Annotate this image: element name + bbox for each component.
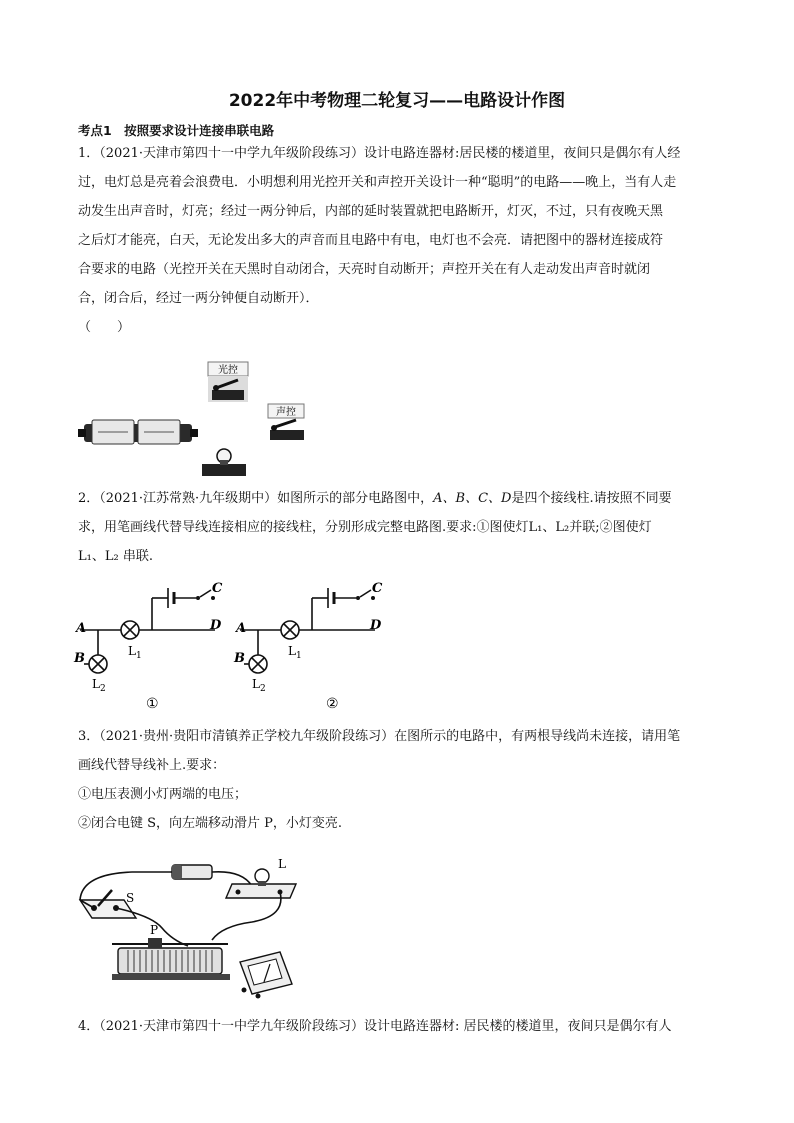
lamp-l1-label-2: $L_1$: [288, 644, 302, 661]
light-switch-label: 光控: [218, 365, 238, 376]
question-4-line-1: 4．（2021·天津市第四十一中学九年级阶段练习）设计电路连器材: 居民楼的楼道里，夜间只是偶尔有人: [78, 1019, 672, 1034]
terminal-d-2: D: [370, 618, 382, 633]
question-2-prefix: 2．（2021·江苏常熟·九年级期中）如图所示的部分电路图中，: [78, 491, 434, 506]
question-3-requirement-2: ②闭合电键 S，向左端移动滑片 P，小灯变亮.: [78, 816, 343, 831]
battery-box: [78, 420, 198, 444]
page-title: 2022年中考物理二轮复习——电路设计作图: [228, 91, 566, 111]
question-1-figure: [78, 358, 338, 480]
question-3: [78, 722, 718, 838]
section-title: 按照要求设计连接串联电路: [124, 123, 275, 138]
question-3-requirement-1: ①电压表测小灯两端的电压；: [78, 787, 248, 802]
question-2: [78, 484, 718, 571]
question-4: [78, 1012, 718, 1041]
sound-control-switch: [268, 404, 304, 440]
lamp-l2-label: $L_2$: [92, 677, 106, 694]
question-1-line: 动发生出声音时，灯亮；经过一两分钟后，内部的延时装置就把电路断开，灯灭，不过，只有夜晚天黑: [78, 204, 664, 219]
terminal-a-2: A: [236, 621, 247, 636]
section-number: 考点1: [78, 123, 112, 138]
sound-switch-label: 声控: [276, 407, 296, 418]
question-1-line: 合，闭合后，经过一两分钟便自动断开）．: [78, 291, 319, 306]
circuit-diagram-2: [240, 588, 375, 673]
terminal-b-2: B: [234, 651, 245, 666]
terminal-a: A: [76, 621, 87, 636]
question-1-line: 过，电灯总是亮着会浪费电．小明想利用光控开关和声控开关设计一种“聪明”的电路——晚上，当有人走: [78, 175, 677, 190]
slider-p-label: P: [150, 923, 159, 937]
terminal-c: C: [212, 581, 223, 596]
terminals-text: A、B、C、D: [433, 491, 512, 506]
lamp-l2-label-2: $L_2$: [252, 677, 266, 694]
question-2-line-1: [78, 484, 718, 513]
section-heading: [78, 121, 282, 139]
question-3-circuit: [80, 865, 296, 999]
question-3-figure: [72, 856, 302, 1006]
light-control-switch: [208, 362, 248, 402]
question-1-line: 1．（2021·天津市第四十一中学九年级阶段练习）设计电路连器材:居民楼的楼道里，夜间只是偶尔有人经: [78, 146, 681, 161]
figure-caption-1: ①: [146, 696, 159, 712]
terminal-c-2: C: [372, 581, 383, 596]
question-2-suffix: 是四个接线柱.请按照不同要: [511, 491, 672, 506]
terminal-b: B: [74, 651, 85, 666]
question-1: [78, 139, 718, 342]
question-2-line-2: 求，用笔画线代替导线连接相应的接线柱，分别形成完整电路图.要求:①图使灯L₁、L₂并联;②图使灯: [78, 520, 652, 535]
bulb-on-base: [202, 449, 246, 476]
question-3-line-1: 3．（2021·贵州·贵阳市清镇养正学校九年级阶段练习）在图所示的电路中，有两根导线尚未连接，请用笔: [78, 729, 681, 744]
lamp-l1-label: $L_1$: [128, 644, 142, 661]
question-1-line: 合要求的电路（光控开关在天黑时自动闭合，天亮时自动断开；声控开关在有人走动发出声音时就闭: [78, 262, 651, 277]
question-2-figure: [70, 574, 400, 714]
terminal-d: D: [210, 618, 222, 633]
switch-s-label: S: [126, 891, 135, 905]
question-1-line: 之后灯才能亮，白天，无论发出多大的声音而且电路中有电，电灯也不会亮．请把图中的器材连接成符: [78, 233, 664, 248]
question-3-line-2: 画线代替导线补上.要求：: [78, 758, 226, 773]
figure-caption-2: ②: [326, 696, 339, 712]
question-2-line-3: L₁、L₂ 串联.: [78, 549, 153, 564]
circuit-diagram-1: [80, 588, 215, 673]
answer-blank: （ ）: [78, 320, 131, 335]
lamp-l-label: L: [278, 857, 286, 871]
